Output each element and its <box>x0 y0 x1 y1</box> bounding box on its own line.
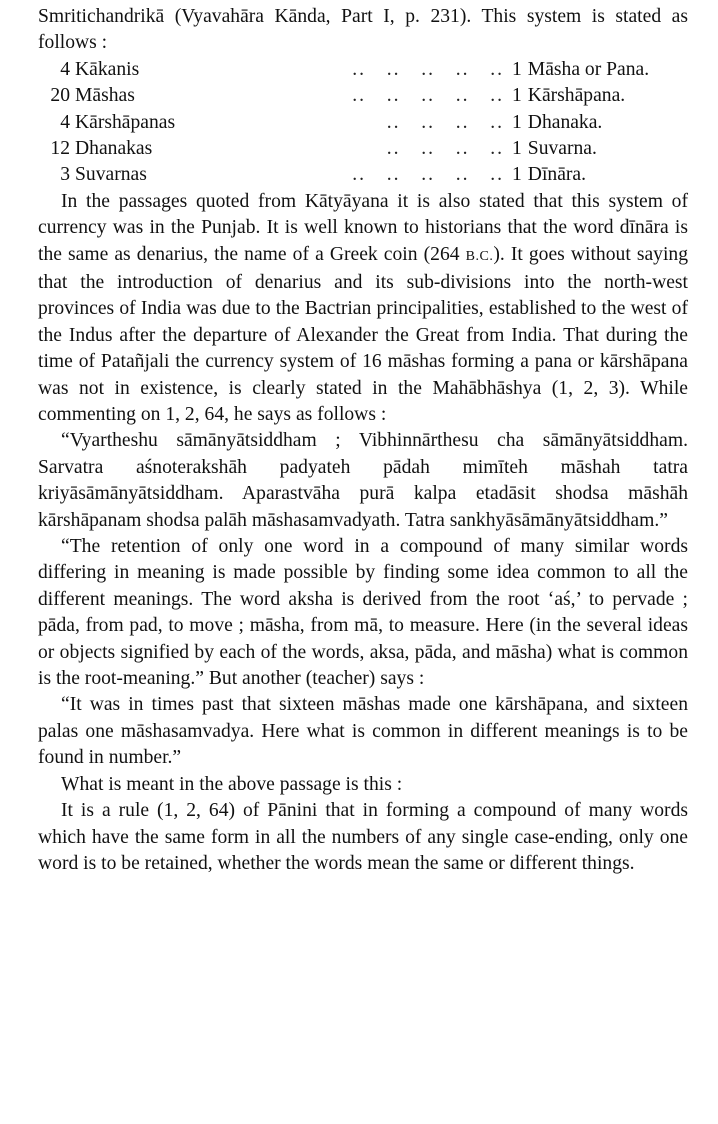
left-unit: Dhanakas <box>75 137 153 159</box>
left-qty: 20 <box>50 85 70 107</box>
leader-dots: .. .. .. .. <box>386 111 504 133</box>
right-unit: Dīnāra. <box>527 164 587 186</box>
table-row <box>38 162 688 188</box>
sanskrit-quote: “Vyartheshu sāmānyātsiddham ; Vibhinnārthesu cha sāmānyātsiddham. Sarvatra aśnoterakshāh padyateh pādah mimīteh māshah tatra kriyāsāmānyātsiddham. Aparastvāha purā kalpa etadāsit shodsa māshāh kārshāpanam shodsa palāh māshasamvadyath. Tatra sankhyāsāmānyātsiddham.” <box>38 430 688 531</box>
katyayana-paragraph <box>38 189 688 429</box>
leader-dots: .. .. .. .. .. <box>352 58 504 80</box>
left-qty: 3 <box>60 164 70 186</box>
right-unit: Suvarna. <box>527 137 597 159</box>
right-qty: 1 <box>512 111 522 133</box>
katyayana-text-2: ). It goes without saying that the introduction of denarius and its sub-divisions into the north-west provinces of India was due to the Bactrian principalities, established to the west of the Indus after the departure of Alexander the Great from India. That during the time of Patañjali the currency system of 16 māshas forming a pana or kārshāpana was not in existence, is clearly stated in the Mahābhāshya (1, 2, 3). While commenting on 1, 2, 64, he says as follows : <box>38 243 688 426</box>
table-row <box>38 57 688 83</box>
leader-dots: .. .. .. .. .. <box>352 85 504 107</box>
left-qty: 4 <box>60 111 70 133</box>
katyayana-text-1: In the passages quoted from Kātyāyana it is also stated that this system of currency was in the Punjab. It is well known to historians that the word dīnāra is the same as denarius, the name of a Greek coin (264 <box>38 190 688 265</box>
intro-line-2: system is stated as follows : <box>38 6 688 54</box>
right-qty: 1 <box>512 164 522 186</box>
right-unit: Dhanaka. <box>527 111 603 133</box>
teacher-quote: “It was in times past that sixteen māshas made one kārshāpana, and sixteen palas one māshasamvadya. Here what is common in different meanings is to be found in number.” <box>38 694 688 769</box>
intro-paragraph <box>38 4 688 57</box>
bc-abbreviation: B.C. <box>465 248 494 264</box>
left-unit: Māshas <box>75 85 135 107</box>
table-row <box>38 110 688 136</box>
currency-table <box>38 57 688 189</box>
table-row <box>38 83 688 109</box>
right-unit: Māsha or Pana. <box>527 58 650 80</box>
document-page <box>38 4 688 877</box>
left-unit: Kārshāpanas <box>75 111 176 133</box>
right-qty: 1 <box>512 85 522 107</box>
intro-line-1: Smritichandrikā (Vyavahāra Kānda, Part I, p. 231). This <box>38 6 517 27</box>
right-qty: 1 <box>512 137 522 159</box>
leader-dots: .. .. .. .. <box>386 137 504 159</box>
right-qty: 1 <box>512 58 522 80</box>
left-unit: Suvarnas <box>75 164 147 186</box>
right-unit: Kārshāpana. <box>527 85 626 107</box>
table-row <box>38 136 688 162</box>
rule-paragraph: It is a rule (1, 2, 64) of Pānini that in forming a compound of many words which have the same form in all the numbers of any single case-ending, only one word is to be retained, whether the words mean the same or different things. <box>38 800 688 874</box>
translation-quote: “The retention of only one word in a compound of many similar words differing in meaning is made possible by finding some idea common to all the different meanings. The word aksha is derived from the root ‘aś,’ to pervade ; pāda, from pad, to move ; māsha, from mā, to measure. Here (in the several ideas or objects signified by each of the words, aksa, pāda, and māsha) what is common is the root-meaning.” But another (teacher) says : <box>38 536 688 690</box>
left-qty: 12 <box>50 137 70 159</box>
meant-paragraph: What is meant in the above passage is this : <box>61 773 403 795</box>
left-unit: Kākanis <box>75 58 140 80</box>
leader-dots: .. .. .. .. .. <box>352 164 504 186</box>
left-qty: 4 <box>60 58 70 80</box>
